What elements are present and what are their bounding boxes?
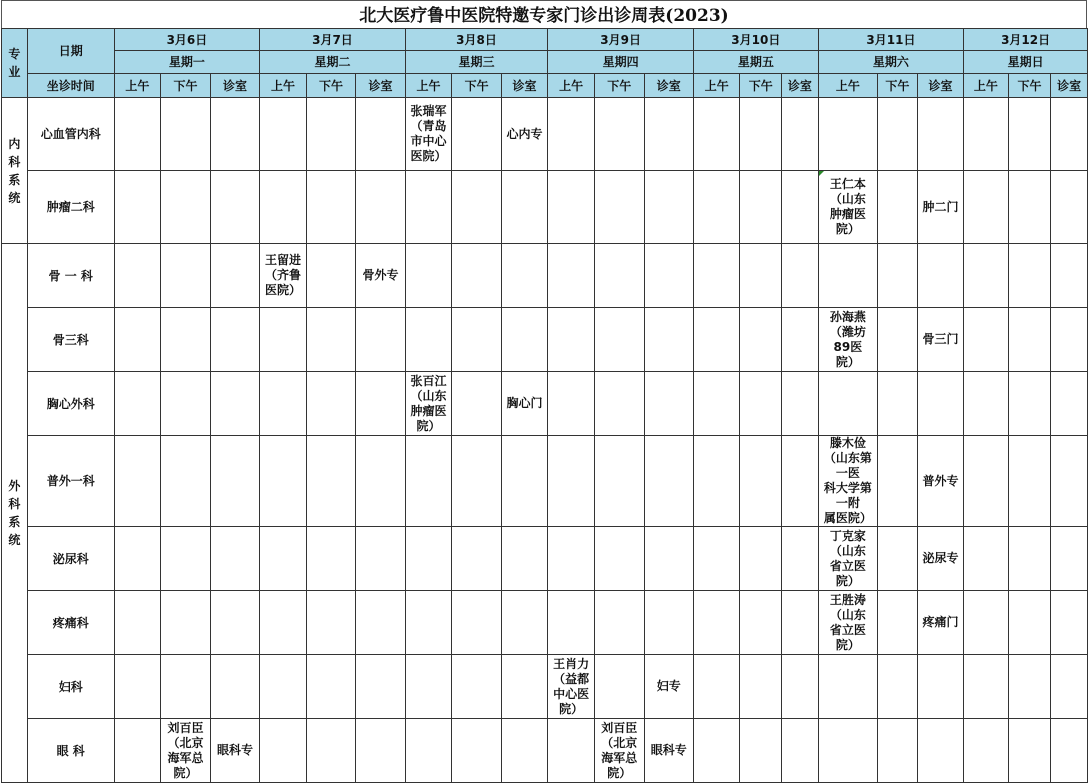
- doctor-cell: 孙海燕 （潍坊 89医 院）: [818, 308, 877, 372]
- empty-cell: [917, 98, 963, 171]
- empty-cell: [594, 655, 644, 719]
- system-internal: 内 科 系 统: [2, 98, 28, 244]
- dept-name: 眼 科: [27, 719, 114, 783]
- doctor-cell: 刘百臣 （北京 海军总 院）: [594, 719, 644, 783]
- time-header: 坐诊时间: [27, 74, 114, 98]
- empty-cell: [1051, 436, 1088, 527]
- empty-cell: [782, 372, 819, 436]
- empty-cell: [114, 308, 160, 372]
- doctor-cell: 张瑞军 （青岛 市中心 医院）: [405, 98, 452, 171]
- empty-cell: [644, 244, 693, 308]
- empty-cell: [501, 527, 547, 591]
- doctor-cell: 张百江 （山东 肿瘤医 院）: [405, 372, 452, 436]
- doctor-cell: 丁克家 （山东 省立医 院）: [818, 527, 877, 591]
- empty-cell: [161, 244, 211, 308]
- date-cell: 3月9日: [548, 29, 694, 51]
- room-cell: 妇专: [644, 655, 693, 719]
- empty-cell: [114, 372, 160, 436]
- empty-cell: [1008, 655, 1051, 719]
- dept-name: 泌尿科: [27, 527, 114, 591]
- room-cell: 心内专: [501, 98, 547, 171]
- empty-cell: [694, 372, 740, 436]
- slot-header: 下午: [594, 74, 644, 98]
- room-cell: 普外专: [917, 436, 963, 527]
- date-cell: 3月11日: [818, 29, 964, 51]
- empty-cell: [694, 171, 740, 244]
- dept-name: 骨 一 科: [27, 244, 114, 308]
- empty-cell: [878, 436, 918, 527]
- empty-cell: [917, 372, 963, 436]
- empty-cell: [161, 527, 211, 591]
- empty-cell: [114, 655, 160, 719]
- empty-cell: [452, 436, 501, 527]
- empty-cell: [452, 308, 501, 372]
- empty-cell: [740, 372, 782, 436]
- empty-cell: [740, 244, 782, 308]
- empty-cell: [1008, 244, 1051, 308]
- slot-header: 下午: [1008, 74, 1051, 98]
- slot-header: 诊室: [501, 74, 547, 98]
- empty-cell: [210, 372, 259, 436]
- empty-cell: [452, 244, 501, 308]
- empty-cell: [356, 171, 405, 244]
- date-cell: 3月6日: [114, 29, 260, 51]
- dept-name: 骨三科: [27, 308, 114, 372]
- slot-header: 下午: [452, 74, 501, 98]
- slot-header: 上午: [964, 74, 1009, 98]
- empty-cell: [878, 171, 918, 244]
- empty-cell: [405, 591, 452, 655]
- empty-cell: [964, 719, 1009, 783]
- empty-cell: [306, 719, 355, 783]
- empty-cell: [644, 527, 693, 591]
- empty-cell: [114, 719, 160, 783]
- empty-cell: [356, 527, 405, 591]
- doctor-cell: 滕木俭 （山东第一医 科大学第一附 属医院）: [818, 436, 877, 527]
- empty-cell: [594, 372, 644, 436]
- empty-cell: [1008, 527, 1051, 591]
- empty-cell: [260, 308, 307, 372]
- empty-cell: [161, 308, 211, 372]
- slot-header: 下午: [878, 74, 918, 98]
- empty-cell: [782, 527, 819, 591]
- empty-cell: [306, 436, 355, 527]
- empty-cell: [161, 655, 211, 719]
- empty-cell: [1051, 719, 1088, 783]
- date-cell: 3月10日: [694, 29, 819, 51]
- empty-cell: [878, 527, 918, 591]
- empty-cell: [694, 527, 740, 591]
- slot-header: 上午: [694, 74, 740, 98]
- date-cell: 3月12日: [964, 29, 1088, 51]
- empty-cell: [114, 171, 160, 244]
- empty-cell: [594, 436, 644, 527]
- empty-cell: [356, 98, 405, 171]
- empty-cell: [306, 244, 355, 308]
- empty-cell: [818, 244, 877, 308]
- weekday-cell: 星期六: [818, 51, 964, 74]
- empty-cell: [306, 591, 355, 655]
- empty-cell: [917, 244, 963, 308]
- empty-cell: [878, 655, 918, 719]
- empty-cell: [356, 591, 405, 655]
- empty-cell: [694, 308, 740, 372]
- weekday-cell: 星期四: [548, 51, 694, 74]
- empty-cell: [306, 655, 355, 719]
- date-cell: 3月8日: [405, 29, 548, 51]
- room-cell: 肿二门: [917, 171, 963, 244]
- empty-cell: [1008, 719, 1051, 783]
- empty-cell: [694, 244, 740, 308]
- empty-cell: [501, 308, 547, 372]
- date-header: 日期: [27, 29, 114, 74]
- empty-cell: [114, 436, 160, 527]
- empty-cell: [306, 372, 355, 436]
- empty-cell: [306, 98, 355, 171]
- slot-header: 上午: [405, 74, 452, 98]
- weekday-cell: 星期二: [260, 51, 406, 74]
- empty-cell: [306, 527, 355, 591]
- empty-cell: [1051, 98, 1088, 171]
- empty-cell: [548, 244, 595, 308]
- empty-cell: [1008, 591, 1051, 655]
- empty-cell: [740, 591, 782, 655]
- empty-cell: [548, 171, 595, 244]
- empty-cell: [964, 655, 1009, 719]
- empty-cell: [782, 308, 819, 372]
- empty-cell: [405, 655, 452, 719]
- empty-cell: [501, 436, 547, 527]
- empty-cell: [161, 171, 211, 244]
- empty-cell: [740, 527, 782, 591]
- empty-cell: [782, 98, 819, 171]
- doctor-cell: 王肖力 （益都 中心医 院）: [548, 655, 595, 719]
- empty-cell: [1051, 372, 1088, 436]
- empty-cell: [548, 98, 595, 171]
- empty-cell: [1008, 436, 1051, 527]
- system-surgical: 外 科 系 统: [2, 244, 28, 783]
- doctor-cell: 刘百臣 （北京 海军总 院）: [161, 719, 211, 783]
- empty-cell: [964, 436, 1009, 527]
- empty-cell: [740, 719, 782, 783]
- empty-cell: [644, 436, 693, 527]
- room-cell: 泌尿专: [917, 527, 963, 591]
- empty-cell: [501, 244, 547, 308]
- slot-header: 诊室: [1051, 74, 1088, 98]
- room-cell: 骨外专: [356, 244, 405, 308]
- empty-cell: [260, 171, 307, 244]
- room-cell: 胸心门: [501, 372, 547, 436]
- empty-cell: [260, 719, 307, 783]
- slot-header: 上午: [260, 74, 307, 98]
- empty-cell: [644, 308, 693, 372]
- weekday-cell: 星期一: [114, 51, 260, 74]
- weekday-cell: 星期日: [964, 51, 1088, 74]
- empty-cell: [260, 436, 307, 527]
- slot-header: 诊室: [917, 74, 963, 98]
- slot-header: 上午: [548, 74, 595, 98]
- weekday-cell: 星期五: [694, 51, 819, 74]
- empty-cell: [740, 655, 782, 719]
- slot-header: 上午: [114, 74, 160, 98]
- empty-cell: [405, 719, 452, 783]
- dept-name: 妇科: [27, 655, 114, 719]
- empty-cell: [964, 244, 1009, 308]
- empty-cell: [210, 244, 259, 308]
- empty-cell: [917, 719, 963, 783]
- empty-cell: [356, 719, 405, 783]
- empty-cell: [452, 171, 501, 244]
- slot-header: 下午: [161, 74, 211, 98]
- empty-cell: [594, 98, 644, 171]
- empty-cell: [964, 308, 1009, 372]
- empty-cell: [114, 98, 160, 171]
- empty-cell: [452, 527, 501, 591]
- slot-header: 诊室: [782, 74, 819, 98]
- empty-cell: [161, 372, 211, 436]
- empty-cell: [1051, 591, 1088, 655]
- dept-name: 心血管内科: [27, 98, 114, 171]
- empty-cell: [782, 655, 819, 719]
- empty-cell: [694, 436, 740, 527]
- empty-cell: [878, 98, 918, 171]
- empty-cell: [356, 308, 405, 372]
- empty-cell: [210, 655, 259, 719]
- schedule-table: [1, 28, 1088, 783]
- empty-cell: [964, 98, 1009, 171]
- empty-cell: [782, 719, 819, 783]
- empty-cell: [161, 436, 211, 527]
- dept-name: 普外一科: [27, 436, 114, 527]
- empty-cell: [878, 244, 918, 308]
- specialty-header: 专 业: [2, 29, 28, 98]
- empty-cell: [210, 98, 259, 171]
- empty-cell: [114, 591, 160, 655]
- room-cell: 骨三门: [917, 308, 963, 372]
- empty-cell: [594, 244, 644, 308]
- empty-cell: [644, 591, 693, 655]
- empty-cell: [782, 171, 819, 244]
- doctor-cell: 王仁本 （山东 肿瘤医 院）: [818, 171, 877, 244]
- empty-cell: [964, 591, 1009, 655]
- empty-cell: [452, 98, 501, 171]
- slot-header: 诊室: [356, 74, 405, 98]
- empty-cell: [452, 372, 501, 436]
- doctor-cell: 王留进 （齐鲁 医院）: [260, 244, 307, 308]
- empty-cell: [356, 436, 405, 527]
- empty-cell: [594, 527, 644, 591]
- empty-cell: [548, 527, 595, 591]
- empty-cell: [356, 372, 405, 436]
- empty-cell: [210, 171, 259, 244]
- empty-cell: [114, 527, 160, 591]
- weekday-cell: 星期三: [405, 51, 548, 74]
- empty-cell: [405, 308, 452, 372]
- empty-cell: [782, 436, 819, 527]
- empty-cell: [694, 591, 740, 655]
- empty-cell: [740, 436, 782, 527]
- empty-cell: [782, 244, 819, 308]
- empty-cell: [501, 655, 547, 719]
- schedule-title: 北大医疗鲁中医院特邀专家门诊出诊周表(2023): [1, 0, 1087, 28]
- empty-cell: [210, 527, 259, 591]
- empty-cell: [644, 171, 693, 244]
- empty-cell: [644, 372, 693, 436]
- empty-cell: [548, 436, 595, 527]
- empty-cell: [548, 372, 595, 436]
- empty-cell: [210, 591, 259, 655]
- empty-cell: [405, 171, 452, 244]
- slot-header: 下午: [740, 74, 782, 98]
- empty-cell: [818, 719, 877, 783]
- empty-cell: [260, 372, 307, 436]
- slot-header: 上午: [818, 74, 877, 98]
- date-cell: 3月7日: [260, 29, 406, 51]
- empty-cell: [306, 308, 355, 372]
- dept-name: 疼痛科: [27, 591, 114, 655]
- empty-cell: [548, 308, 595, 372]
- empty-cell: [306, 171, 355, 244]
- empty-cell: [878, 591, 918, 655]
- empty-cell: [594, 308, 644, 372]
- empty-cell: [501, 591, 547, 655]
- empty-cell: [405, 244, 452, 308]
- empty-cell: [1051, 244, 1088, 308]
- empty-cell: [878, 308, 918, 372]
- empty-cell: [818, 372, 877, 436]
- empty-cell: [964, 171, 1009, 244]
- empty-cell: [782, 591, 819, 655]
- empty-cell: [594, 171, 644, 244]
- room-cell: 眼科专: [644, 719, 693, 783]
- empty-cell: [964, 527, 1009, 591]
- dept-name: 胸心外科: [27, 372, 114, 436]
- empty-cell: [452, 591, 501, 655]
- empty-cell: [644, 98, 693, 171]
- empty-cell: [964, 372, 1009, 436]
- empty-cell: [1051, 171, 1088, 244]
- room-cell: 眼科专: [210, 719, 259, 783]
- empty-cell: [356, 655, 405, 719]
- empty-cell: [260, 591, 307, 655]
- empty-cell: [694, 719, 740, 783]
- empty-cell: [740, 308, 782, 372]
- empty-cell: [1051, 655, 1088, 719]
- empty-cell: [452, 719, 501, 783]
- doctor-cell: 王胜涛 （山东 省立医 院）: [818, 591, 877, 655]
- empty-cell: [1051, 527, 1088, 591]
- empty-cell: [210, 436, 259, 527]
- empty-cell: [594, 591, 644, 655]
- empty-cell: [694, 98, 740, 171]
- slot-header: 下午: [306, 74, 355, 98]
- empty-cell: [878, 719, 918, 783]
- empty-cell: [260, 527, 307, 591]
- empty-cell: [501, 171, 547, 244]
- empty-cell: [1008, 171, 1051, 244]
- empty-cell: [740, 98, 782, 171]
- slot-header: 诊室: [644, 74, 693, 98]
- empty-cell: [161, 98, 211, 171]
- empty-cell: [878, 372, 918, 436]
- empty-cell: [260, 98, 307, 171]
- empty-cell: [260, 655, 307, 719]
- empty-cell: [818, 98, 877, 171]
- empty-cell: [210, 308, 259, 372]
- empty-cell: [1008, 308, 1051, 372]
- empty-cell: [405, 527, 452, 591]
- empty-cell: [548, 719, 595, 783]
- empty-cell: [501, 719, 547, 783]
- empty-cell: [818, 655, 877, 719]
- empty-cell: [740, 171, 782, 244]
- empty-cell: [1008, 98, 1051, 171]
- empty-cell: [694, 655, 740, 719]
- empty-cell: [917, 655, 963, 719]
- empty-cell: [1008, 372, 1051, 436]
- empty-cell: [452, 655, 501, 719]
- slot-header: 诊室: [210, 74, 259, 98]
- empty-cell: [548, 591, 595, 655]
- empty-cell: [1051, 308, 1088, 372]
- dept-name: 肿瘤二科: [27, 171, 114, 244]
- empty-cell: [114, 244, 160, 308]
- room-cell: 疼痛门: [917, 591, 963, 655]
- empty-cell: [161, 591, 211, 655]
- empty-cell: [405, 436, 452, 527]
